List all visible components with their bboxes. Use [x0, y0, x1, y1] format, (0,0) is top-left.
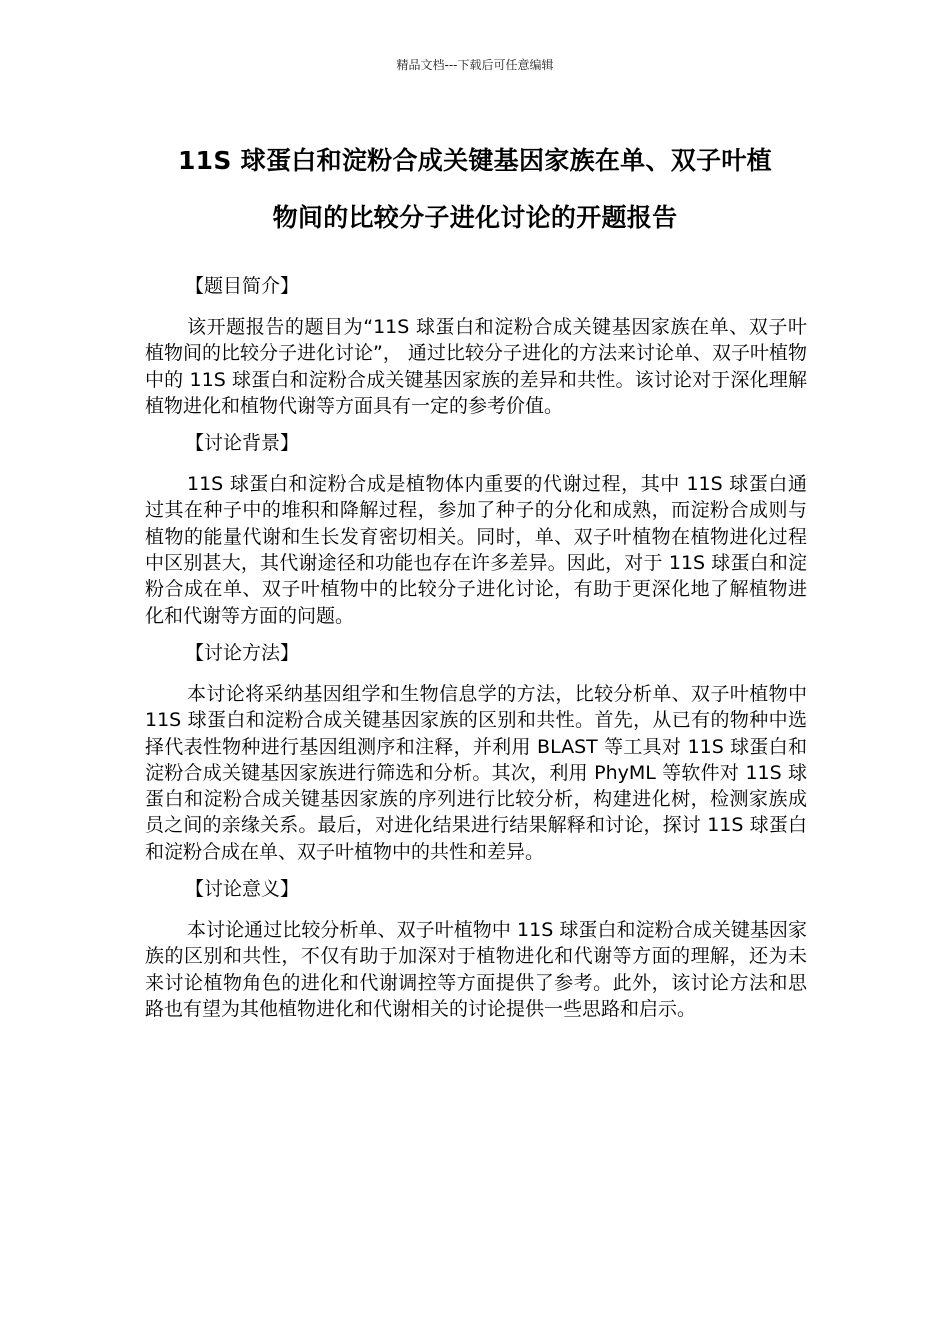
title-line-1: 11S 球蛋白和淀粉合成关键基因家族在单、双子叶植 — [177, 146, 772, 175]
header-note: 精品文档---下载后可任意编辑 — [396, 58, 554, 72]
document-body — [145, 268, 807, 1028]
document-title — [140, 132, 810, 246]
title-line-2: 物间的比较分子进化讨论的开题报告 — [272, 203, 678, 232]
section-paragraph-background: 11S 球蛋白和淀粉合成是植物体内重要的代谢过程，其中 11S 球蛋白通过其在种子中的堆积和降解过程，参加了种子的分化和成熟，而淀粉合成则与植物的能量代谢和生长发育密切相关。同时，单、双子叶植物在植物进化过程中区别甚大，其代谢途径和功能也存在许多差异。因此，对于 11S 球蛋白和淀粉合成在单、双子叶植物中的比较分子进化讨论，有助于更深化地了解植物进化和代谢等方面的问题。 — [145, 473, 807, 627]
section-paragraph-method: 本讨论将采纳基因组学和生物信息学的方法，比较分析单、双子叶植物中 11S 球蛋白和淀粉合成关键基因家族的区别和共性。首先，从已有的物种中选择代表性物种进行基因组测序和注释，并利用 BLAST 等工具对 11S 球蛋白和淀粉合成关键基因家族进行筛选和分析。其次，利用 PhyML 等软件对 11S 球蛋白和淀粉合成关键基因家族的序列进行比较分析，构建进化树，检测家族成员之间的亲缘关系。最后，对进化结果进行结果解释和讨论，探讨 11S 球蛋白和淀粉合成在单、双子叶植物中的共性和差异。 — [145, 682, 807, 863]
section-heading-method: 【讨论方法】 — [185, 641, 300, 664]
section-paragraph-intro: 该开题报告的题目为“11S 球蛋白和淀粉合成关键基因家族在单、双子叶植物间的比较分子进化讨论”， 通过比较分子进化的方法来讨论单、双子叶植物中的 11S 球蛋白和淀粉合成关键基因家族的差异和共性。该讨论对于深化理解植物进化和植物代谢等方面具有一定的参考价值。 — [145, 316, 807, 417]
section-heading-significance: 【讨论意义】 — [185, 878, 300, 901]
section-heading-background: 【讨论背景】 — [185, 432, 300, 455]
section-paragraph-significance: 本讨论通过比较分析单、双子叶植物中 11S 球蛋白和淀粉合成关键基因家族的区别和共性，不仅有助于加深对于植物进化和代谢等方面的理解，还为未来讨论植物角色的进化和代谢调控等方面提供了参考。此外，该讨论方法和思路也有望为其他植物进化和代谢相关的讨论提供一些思路和启示。 — [145, 919, 807, 1020]
section-heading-intro: 【题目简介】 — [185, 275, 300, 297]
